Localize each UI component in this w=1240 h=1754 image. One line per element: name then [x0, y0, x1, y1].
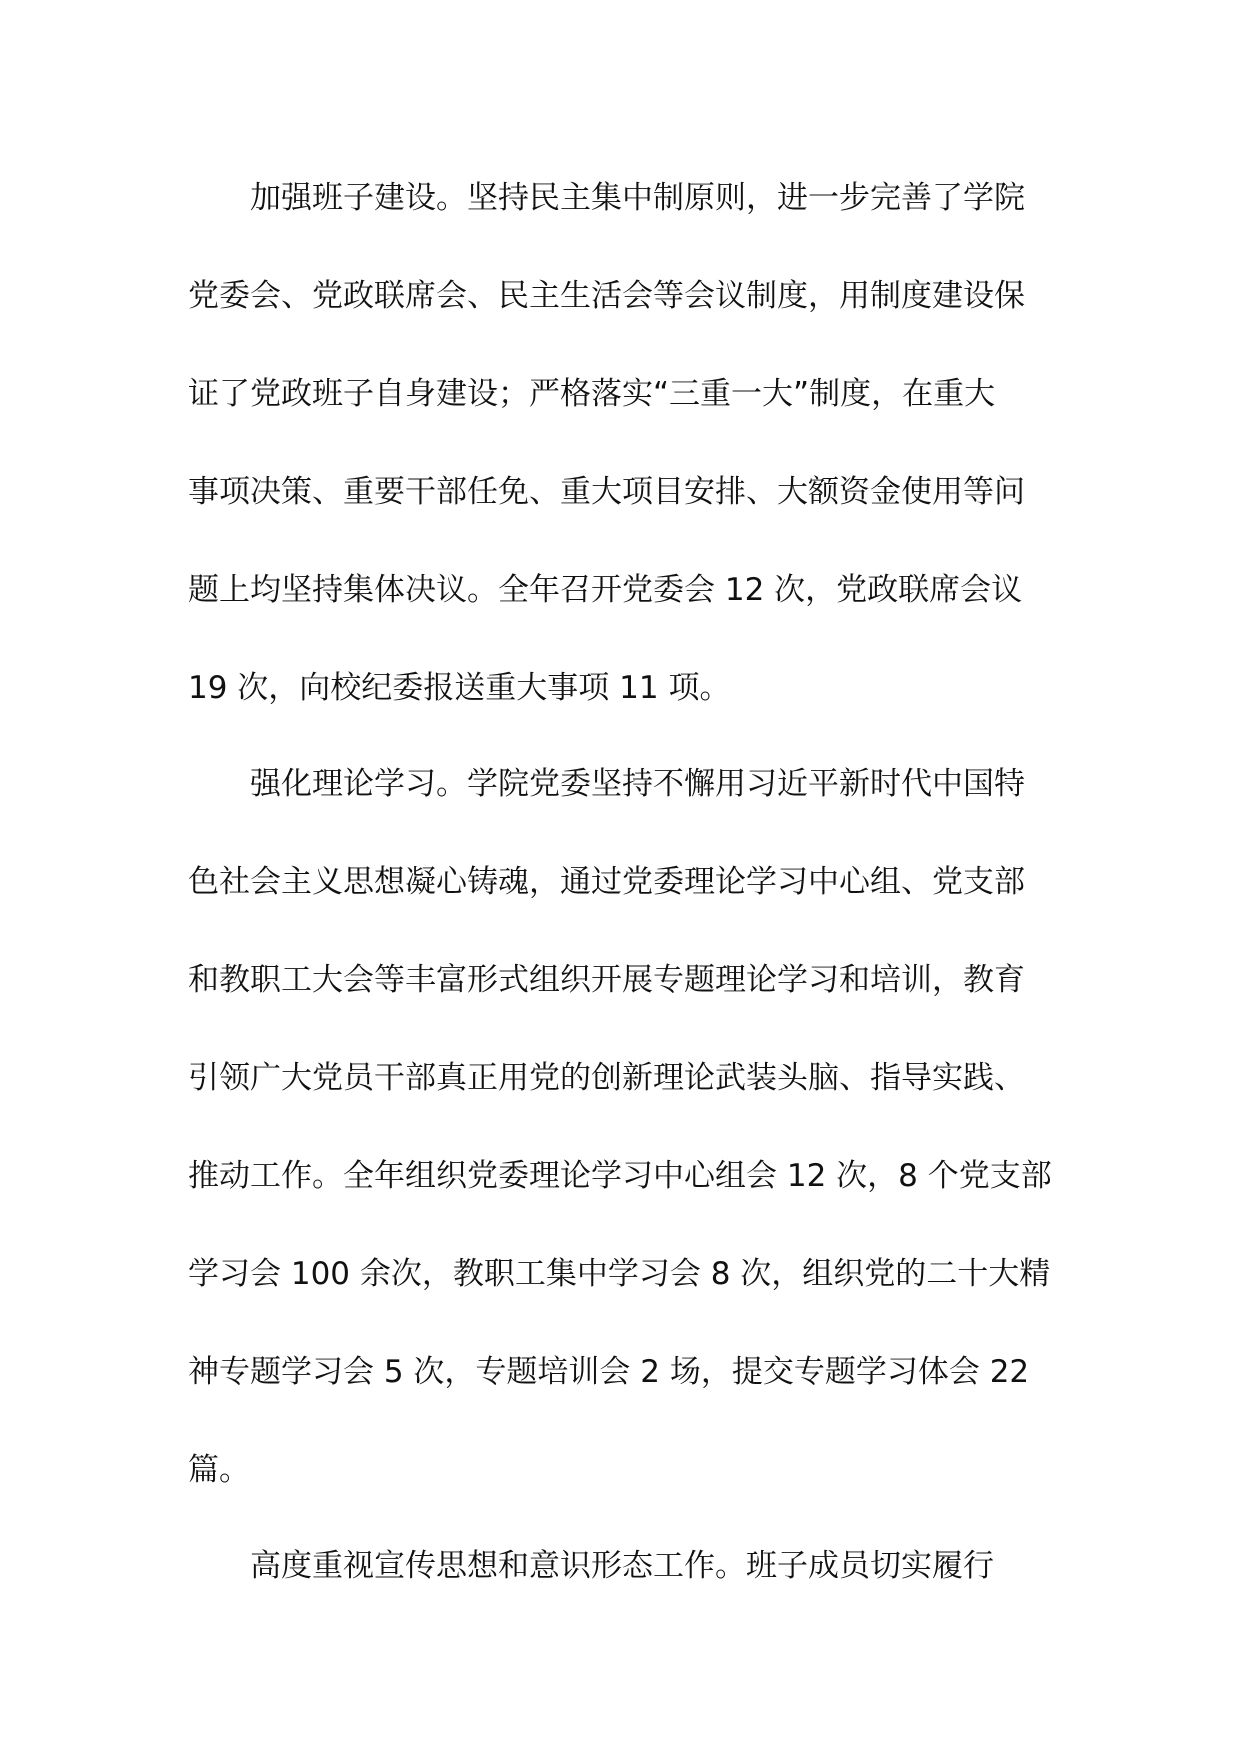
paragraph-line: 神专题学习会 5 次，专题培训会 2 场，提交专题学习体会 22 [188, 1354, 1030, 1390]
paragraph-line: 题上均坚持集体决议。全年召开党委会 12 次，党政联席会议 [188, 572, 1023, 608]
paragraph-line: 证了党政班子自身建设；严格落实“三重一大”制度，在重大 [188, 376, 996, 412]
paragraph-line: 推动工作。全年组织党委理论学习中心组会 12 次，8 个党支部 [188, 1158, 1052, 1194]
paragraph-line: 和教职工大会等丰富形式组织开展专题理论学习和培训，教育 [188, 962, 1025, 998]
paragraph-line: 事项决策、重要干部任免、重大项目安排、大额资金使用等问 [188, 474, 1025, 510]
paragraph-ideology-work [188, 1528, 1058, 1626]
paragraph-line: 学习会 100 余次，教职工集中学习会 8 次，组织党的二十大精 [188, 1256, 1051, 1292]
paragraph-line: 篇。 [188, 1452, 250, 1488]
paragraph-line: 19 次，向校纪委报送重大事项 11 项。 [188, 670, 731, 706]
paragraph-theory-study [188, 746, 1058, 1528]
body-text [188, 160, 1058, 1626]
paragraph-line: 色社会主义思想凝心铸魂，通过党委理论学习中心组、党支部 [188, 864, 1025, 900]
paragraph-team-building [188, 160, 1058, 746]
paragraph-line: 引领广大党员干部真正用党的创新理论武装头脑、指导实践、 [188, 1060, 1025, 1096]
paragraph-line: 高度重视宣传思想和意识形态工作。班子成员切实履行 [250, 1548, 994, 1584]
paragraph-line: 强化理论学习。学院党委坚持不懈用习近平新时代中国特 [250, 766, 1025, 802]
paragraph-line: 加强班子建设。坚持民主集中制原则，进一步完善了学院 [250, 180, 1025, 216]
paragraph-line: 党委会、党政联席会、民主生活会等会议制度，用制度建设保 [188, 278, 1025, 314]
